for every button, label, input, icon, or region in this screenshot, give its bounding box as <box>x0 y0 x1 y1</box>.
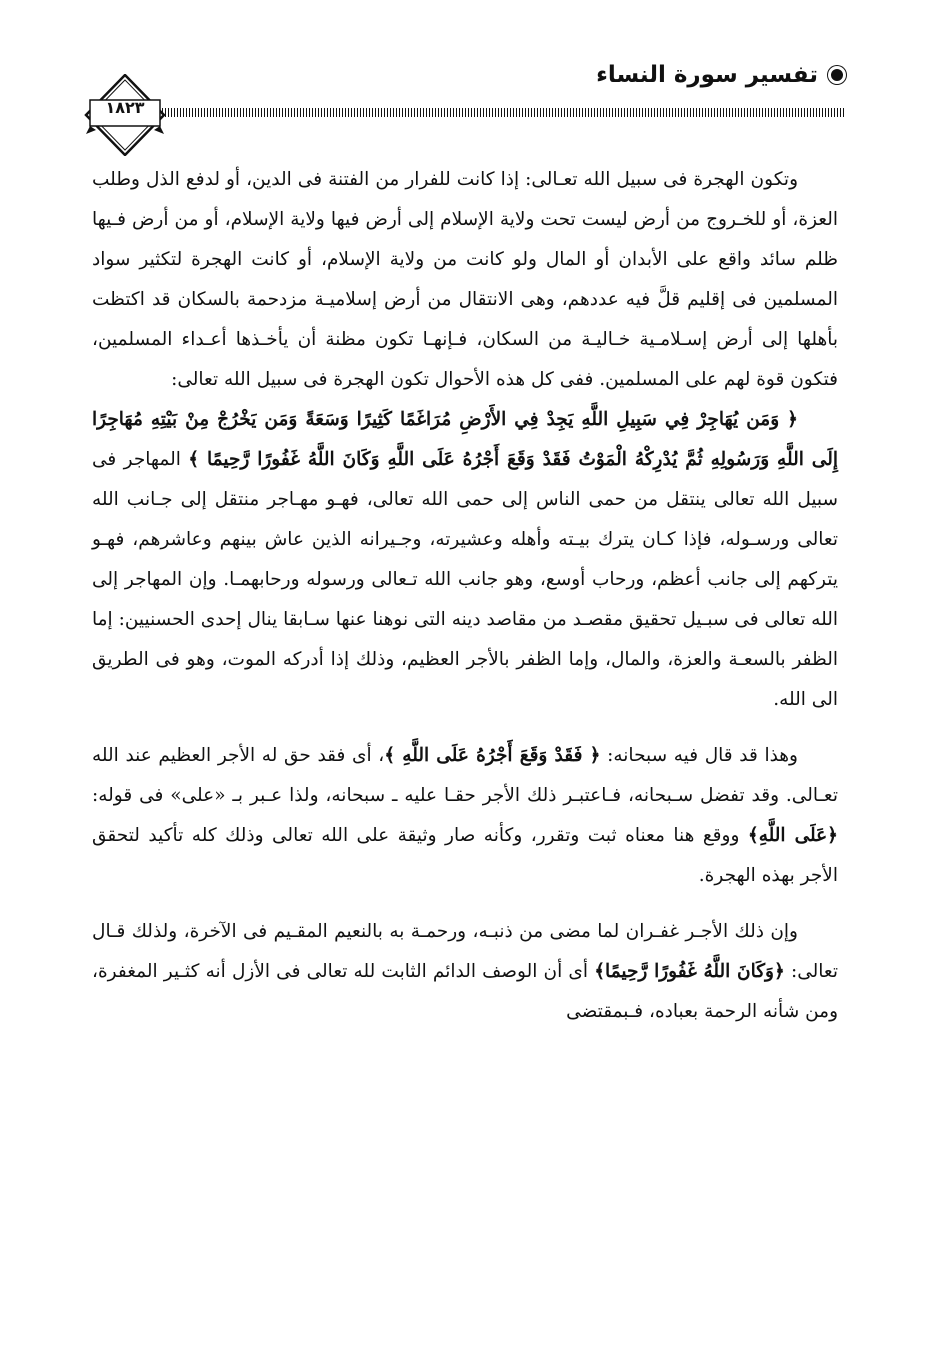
paragraph-4-text-a: وإن ذلك الأجـر غفـران لما مضى من ذنبـه، ورحمـة به بالنعيم المقـيم فى الآخرة، ولذلك قـال تعالى: <box>92 921 838 982</box>
paragraph-2-text: المهاجر فى سبيل الله تعالى ينتقل من حمى الناس إلى حمى الله تعالى، فهـو مهـاجر منتقل إلى جـانب الله تعالى ورسـوله، فإذا كـان يترك بيـته وأهله وعشيرته، وجـيرانه الذين عاش بينهم وعاشرهم، فهـو يتركهم إلى جانب أعظم، ورحاب أوسع، وهو جانب الله تـعالى ورسوله ورحابهمـا. وإن المهاجر إلى الله تعالى فى سبـيل تحقيق مقصـد من مقاصد دينه التى نوهنا عنها سـابقا ينال إحدى الحسنيين: إما الظفر بالسعـة والعزة، والمال، وإما الظفر بالأجر العظيم، وذلك إذا أدركه الموت، وهو فى الطريق الى الله. <box>92 449 838 710</box>
paragraph-4 <box>92 912 838 1032</box>
paragraph-4-text-b: أى أن الوصف الدائم الثابت لله تعالى فى الأزل أنه كثـير المغفرة، ومن شأنه الرحمة بعباده، فـبمقتضى <box>92 961 838 1022</box>
paragraph-3-text-b: ، أى فقد حق له الأجر العظيم عند الله تعـالى. وقد تفضل سـبحانه، فـاعتبـر ذلك الأجر حقـا عليه ـ سبحانه، ولذا عـبر بـ «على» فى قوله: <box>92 745 838 806</box>
page-body <box>92 160 838 1032</box>
running-title: تفسير سورة النساء <box>596 62 818 88</box>
header-rule <box>156 108 846 117</box>
flower-ornament-icon <box>828 66 846 84</box>
quran-verse: ﴿ وَمَن يُهَاجِرْ فِي سَبِيلِ اللَّهِ يَجِدْ فِي الأَرْضِ مُرَاغَمًا كَثِيرًا وَسَعَةً وَمَن يَخْرُجْ مِنْ بَيْتِهِ مُهَاجِرًا إِلَى اللَّهِ وَرَسُولِهِ ثُمَّ يُدْرِكْهُ الْمَوْتُ فَقَدْ وَقَعَ أَجْرُهُ عَلَى اللَّهِ وَكَانَ اللَّهُ غَفُورًا رَّحِيمًا ﴾ <box>92 409 838 470</box>
quran-verse-inline-3: ﴿وَكَانَ اللَّهُ غَفُورًا رَّحِيمًا﴾ <box>594 961 785 982</box>
quran-verse-inline-1: ﴿ فَقَدْ وَقَعَ أَجْرُهُ عَلَى اللَّهِ ﴾ <box>384 745 601 766</box>
header-title-group <box>596 62 846 88</box>
page-number: ١٨٢٣ <box>105 98 145 117</box>
page-header <box>84 52 846 156</box>
paragraph-2 <box>92 400 838 720</box>
page-number-badge <box>84 74 166 156</box>
quran-verse-inline-2: ﴿عَلَى اللَّهِ﴾ <box>747 825 838 846</box>
paragraph-3-text-c: ووقع هنا معناه ثبت وتقرر، وكأنه صار وثيقة على الله تعالى وذلك كله تأكيد لتحقق الأجر بهذه الهجرة. <box>92 825 838 886</box>
paragraph-3-text-a: وهذا قد قال فيه سبحانه: <box>600 745 798 766</box>
paragraph-1: وتكون الهجرة فى سبيل الله تعـالى: إذا كانت للفرار من الفتنة فى الدين، أو لدفع الذل وطلب العزة، أو للخـروج من أرض ليست تحت ولاية الإسلام إلى أرض فيها ولاية الإسلام، أو من أرض فـيها ظلم سائد واقع على الأبدان أو المال ولو كانت من ولاية الإسلام، أو كانت الهجرة لتكثير سواد المسلمين فى إقليم قلَّ فيه عددهم، وهى الانتقال من أرض إسلاميـة مزدحمة بالسكان قد اكتظت بأهلها إلى أرض إسـلامـية خـاليـة من السكان، فـإنهـا تكون مظنة أن يأخـذها أعـداء المسلمين، فتكون قوة لهم على المسلمين. ففى كل هذه الأحوال تكون الهجرة فى سبيل الله تعالى: <box>92 169 838 390</box>
paragraph-3 <box>92 736 838 896</box>
